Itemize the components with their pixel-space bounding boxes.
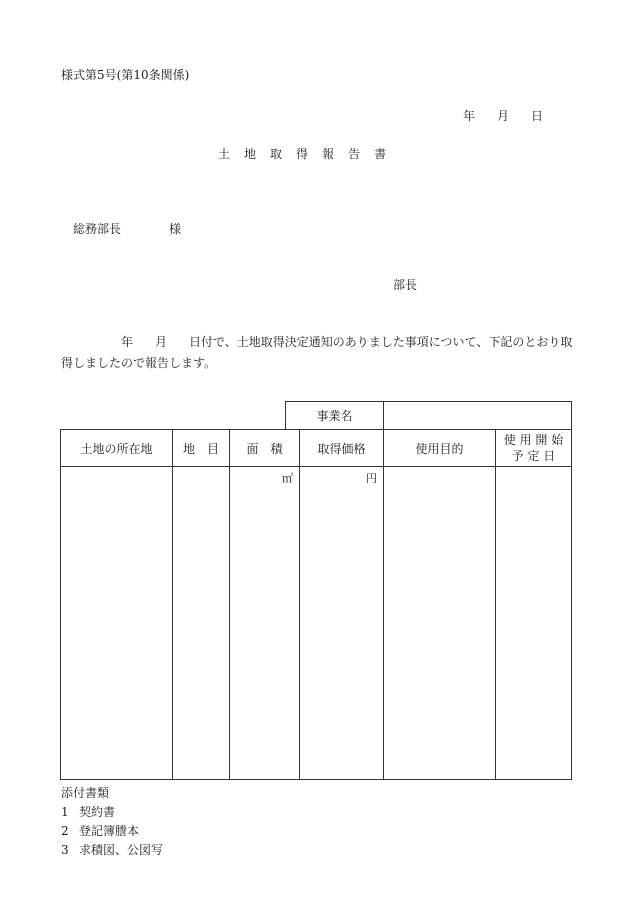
project-name-label: 事業名 [285, 401, 384, 430]
title-char: 告 [348, 147, 361, 161]
header-price: 取得価格 [299, 429, 384, 467]
sender: 部長 [393, 278, 418, 292]
addressee-honorific: 様 [169, 222, 182, 236]
location-field[interactable] [60, 466, 173, 780]
header-location: 土地の所在地 [60, 429, 173, 467]
attachment-item [61, 803, 115, 820]
addressee [73, 220, 181, 237]
form-number: 様式第5号(第10条関係) [61, 68, 190, 82]
header-area: 面 積 [229, 429, 300, 467]
attachment-item [61, 822, 139, 839]
attachment-label: 求積図、公図写 [79, 843, 164, 857]
land-category-field[interactable] [172, 466, 230, 780]
body-month: 月 [155, 335, 168, 349]
header-purpose: 使用目的 [383, 429, 496, 467]
addressee-name: 総務部長 [73, 222, 122, 236]
attachment-number: 3 [61, 843, 69, 857]
attachment-item [61, 841, 163, 858]
price-field[interactable] [299, 466, 384, 780]
attachment-number: 2 [61, 824, 69, 838]
title-char: 取 [270, 147, 283, 161]
header-land-category: 地 目 [172, 429, 230, 467]
date-year: 年 [463, 109, 476, 123]
title-char: 報 [322, 147, 335, 161]
title-char: 土 [218, 147, 231, 161]
document-title [218, 145, 400, 162]
start-date-field[interactable] [495, 466, 572, 780]
title-char: 書 [374, 147, 387, 161]
attachments-title: 添付書類 [61, 786, 110, 800]
header-start-date-line2: 予 定 日 [511, 449, 556, 463]
attachment-label: 登記簿謄本 [79, 824, 140, 838]
title-char: 地 [244, 147, 257, 161]
body-text [61, 332, 573, 374]
header-start-date-line1: 使 用 開 始 [503, 433, 564, 447]
body-sentence: 日付で、土地取得決定通知のありました事項について、下記のとおり取得しましたので報告します。 [61, 335, 573, 370]
body-year: 年 [121, 335, 134, 349]
attachment-number: 1 [61, 805, 69, 819]
header-start-date [495, 429, 572, 467]
price-unit: 円 [366, 472, 377, 485]
attachment-label: 契約書 [79, 805, 116, 819]
date-day: 日 [531, 109, 544, 123]
date-line [463, 107, 543, 124]
purpose-field[interactable] [383, 466, 496, 780]
project-name-field[interactable] [383, 401, 572, 430]
area-unit: ㎡ [282, 472, 293, 485]
area-field[interactable] [229, 466, 300, 780]
title-char: 得 [296, 147, 309, 161]
date-month: 月 [497, 109, 510, 123]
